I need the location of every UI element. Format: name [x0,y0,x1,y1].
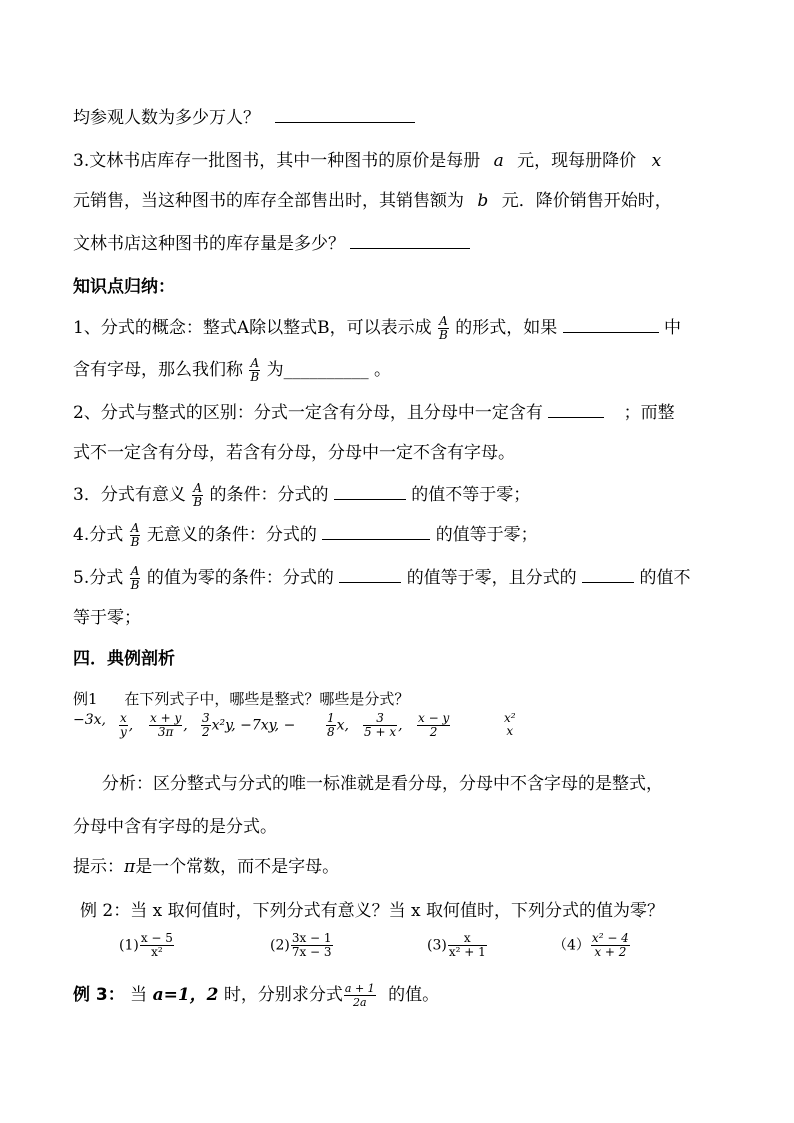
text: 3．分式有意义 [73,485,186,505]
text: 时，分别求分式 [223,985,343,1005]
fraction [130,522,141,549]
expression [416,712,451,739]
text-line [73,522,538,549]
variable: a [493,151,504,171]
denominator: 2 [202,725,210,739]
section-heading: 四．典例剖析 [73,649,175,669]
pi-symbol: π [124,857,136,877]
text-line [73,315,681,342]
comma: , [183,717,188,734]
numerator: 1 [327,711,335,725]
expression-text: x²y, −7xy, − [211,717,296,734]
item-number: (2) [270,937,290,954]
denominator: x [506,724,514,738]
text: 4.分式 [73,525,124,545]
answer-blank [563,316,659,333]
example-1 [73,688,409,710]
text: 无意义的条件：分式的 [146,525,317,545]
analysis-line [102,773,663,795]
text-line [73,357,391,384]
comma: , [128,717,134,734]
answer-blank [275,106,415,123]
item-number: (3) [427,937,447,954]
numerator: A [439,314,448,328]
answer-blank [582,566,634,583]
text: 分析：区分整式与分式的唯一标准就是看分母，分母中不含字母的是整式， [102,774,663,794]
denominator: B [130,578,140,592]
text: 的条件：分式的 [209,485,329,505]
question-text: 元销售，当这种图书的库存全部售出时，其销售额为 [73,191,464,211]
question-text: 元，现每册降价 [517,151,637,171]
text: 的值为零的条件：分式的 [146,568,334,588]
question-text: 3.文林书店库存一批图书，其中一种图书的原价是每册 [73,151,481,171]
text: 是一个常数，而不是字母。 [135,857,340,877]
text: 等于零； [73,608,141,628]
denominator: x² + 1 [448,945,486,959]
fraction [130,565,141,592]
numerator: x + y [150,711,182,725]
example-label: 例1 [73,690,98,708]
numerator: A [250,356,260,370]
expression: −3x, [73,712,106,728]
example-label: 例 3： [73,985,125,1005]
numerator: x² − 4 [591,931,629,945]
text: 的值不 [639,568,691,588]
section-heading: 知识点归纳： [73,277,175,297]
text-line [73,482,530,509]
text: 式不一定含有分母，若含有分母，分母中一定不含有字母。 [73,443,515,463]
expression-text: x, [336,717,349,734]
text-line [73,607,141,629]
expression [118,712,133,739]
numerator: 3 [363,712,397,726]
denominator: 5 + x [364,725,397,739]
ex2-item-1 [119,932,175,959]
expression-list [73,712,106,728]
text: 的值等于零，且分式的 [406,568,577,588]
text: 的形式，如果 [455,318,558,338]
expression [200,712,295,739]
text-line [73,565,691,592]
numerator: A [193,481,202,495]
ex2-item-4 [553,932,631,959]
item-number: （4） [553,937,590,954]
comma: , [398,717,403,734]
fraction [249,357,260,384]
text: ；而整 [623,403,675,423]
text: 分母中含有字母的是分式。 [73,817,277,837]
example-text: 在下列式子中，哪些是整式？哪些是分式？ [124,690,410,708]
denominator: B [250,370,260,384]
fraction [192,482,203,509]
hint-line [73,856,339,878]
denominator: B [193,495,203,509]
numerator: A [130,564,140,578]
question-text: 均参观人数为多少万人？ [73,108,260,128]
example-2 [80,900,664,922]
denominator: 3π [157,725,174,739]
text: 的值等于零； [435,525,538,545]
numerator: x − 5 [140,931,173,945]
answer-blank [322,523,430,540]
numerator: 3x − 1 [291,931,332,945]
denominator: x + 2 [594,945,627,959]
denominator: y [120,725,127,739]
text: 5.分式 [73,568,124,588]
answer-blank [548,401,604,418]
answer-blank [350,232,470,249]
expression [325,712,349,739]
text: 含有字母，那么我们称 [73,360,243,380]
text-line [73,232,470,255]
text: 的值。 [388,985,440,1005]
denominator: B [439,328,448,342]
text: 提示： [73,857,124,877]
numerator: x − y [418,711,450,725]
text-line [73,401,675,424]
text: 当 [130,985,148,1005]
variable: b [477,191,489,211]
numerator: x [448,932,487,946]
expression [362,712,403,739]
denominator: x² [151,945,163,959]
denominator: 2 [429,725,438,739]
text-line [73,442,515,464]
numerator: x [120,711,127,725]
example-text: 例 2：当 x 取何值时，下列分式有意义？当 x 取何值时，下列分式的值为零？ [80,901,665,921]
text: 中 [664,318,682,338]
denominator: 8 [327,725,335,739]
values: a=1，2 [152,985,219,1005]
numerator: A [130,521,140,535]
question-text: 文林书店这种图书的库存量是多少？ [73,234,345,254]
text-line [73,150,661,172]
question-text: 元．降价销售开始时， [501,191,672,211]
numerator: a + 1 [344,982,375,995]
denominator: B [130,535,140,549]
text-line [73,190,672,212]
numerator: 3 [202,711,210,725]
answer-blank [339,566,401,583]
variable: x [651,151,662,171]
denominator: 2a [353,996,367,1009]
text-line [73,106,415,129]
ex2-item-3 [427,932,488,959]
ex2-item-2 [270,932,334,959]
expression [148,712,188,739]
fraction [438,315,449,342]
text: 为__________ 。 [266,360,392,380]
text: 2、分式与整式的区别：分式一定含有分母，且分母中一定含有 [73,403,543,423]
example-3 [73,982,439,1009]
numerator: x² [504,711,516,725]
item-number: (1) [119,937,139,954]
analysis-line [73,816,277,838]
denominator: 7x − 3 [291,945,332,959]
text: 的值不等于零； [411,485,531,505]
expression [502,712,518,738]
text: 1、分式的概念：整式A除以整式B，可以表示成 [73,318,432,338]
answer-blank [334,483,406,500]
